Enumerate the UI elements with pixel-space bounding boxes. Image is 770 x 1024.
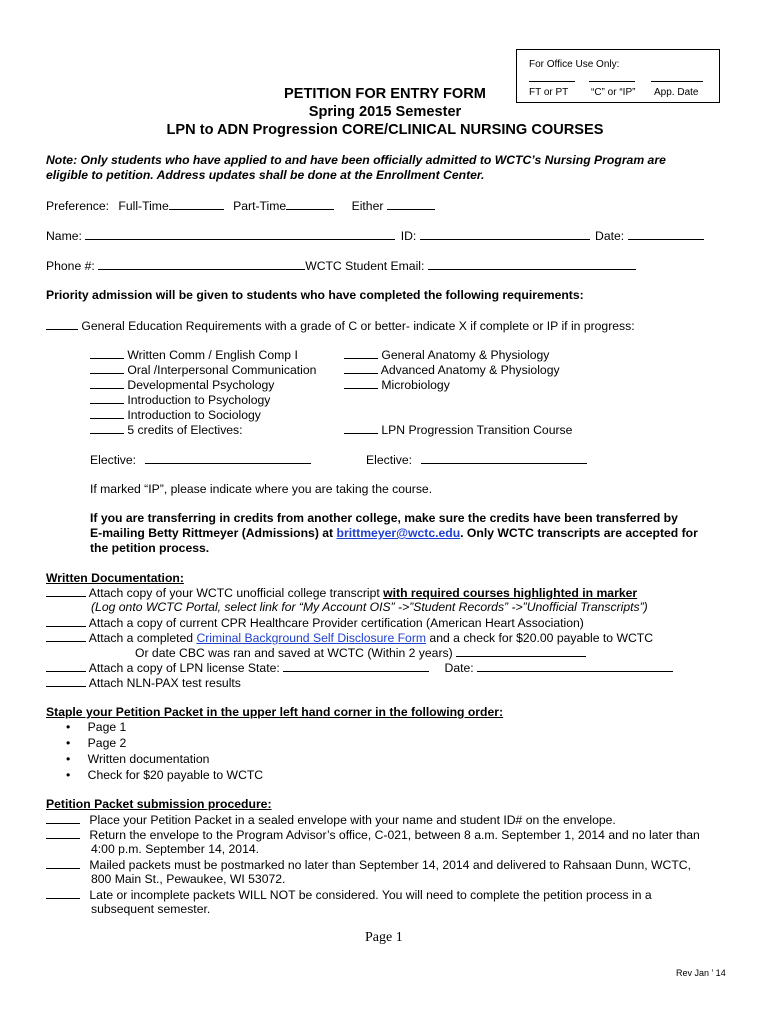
written-item-2 [46,615,584,630]
email-input[interactable] [428,258,636,270]
course-blank[interactable] [344,377,378,389]
checklist-blank[interactable] [46,615,86,627]
written-item-5 [46,675,241,690]
checklist-blank[interactable] [46,675,86,687]
procedure-heading: Petition Packet submission procedure: [46,797,272,811]
course-row [90,347,298,362]
admissions-email-link[interactable]: brittmeyer@wctc.edu [336,526,461,540]
gen-ed-blank[interactable] [46,318,78,330]
lpn-license-date-label: Date: [444,661,474,675]
ft-pt-label: FT or PT [529,87,569,98]
name-label: Name: [46,229,82,243]
course-row [90,392,270,407]
form-title-row [0,86,770,102]
staple-item-label: Check for $20 payable to WCTC [87,768,264,782]
written-doc-heading: Written Documentation: [46,571,184,585]
elective-row-right [366,452,587,467]
course-label: General Anatomy & Physiology [381,348,550,362]
procedure-item-3 [46,857,691,872]
course-blank[interactable] [90,377,124,389]
procedure-item-4-cont: subsequent semester. [91,902,211,916]
elective-input[interactable] [421,452,587,464]
procedure-item-3-text: Mailed packets must be postmarked no later than September 14, 2014 and delivered to Rahsaan Dunn, WCTC, [89,858,691,872]
written-item-1 [46,585,637,600]
course-blank[interactable] [90,407,124,419]
checklist-blank[interactable] [46,812,80,824]
checklist-blank[interactable] [46,630,86,642]
form-title: PETITION FOR ENTRY FORM [284,86,486,102]
staple-item [66,768,263,782]
name-row [46,228,704,243]
course-row [344,362,560,377]
procedure-item-2-text: Return the envelope to the Program Advisor’s office, C-021, between 8 a.m. September 1, 2014 and no later than [89,828,700,842]
course-row [344,377,450,392]
ft-pt-blank[interactable] [529,81,575,82]
lpn-license-state-input[interactable] [283,660,429,672]
staple-item [66,720,126,734]
course-row [90,362,316,377]
written-item-4 [46,660,673,675]
grade-blank[interactable] [589,81,635,82]
course-label: Introduction to Sociology [127,408,261,422]
app-date-blank[interactable] [651,81,703,82]
lpn-course-row [344,422,572,437]
transfer-line-3: the petition process. [90,541,210,555]
written-item-3-or [135,645,586,660]
written-item-1-emphasis: with required courses highlighted in marker [383,586,638,600]
bullet-icon: • [66,752,71,766]
semester-title: Spring 2015 Semester [308,104,462,120]
preference-row [46,198,435,213]
written-item-1-text: Attach copy of your WCTC unofficial college transcript [88,586,384,600]
ip-note: If marked “IP”, please indicate where you are taking the course. [90,482,433,496]
name-input[interactable] [85,228,395,240]
written-item-5-text: Attach NLN-PAX test results [88,676,241,690]
app-date-label: App. Date [654,87,699,98]
written-item-3-text-a: Attach a completed [88,631,197,645]
staple-heading: Staple your Petition Packet in the upper left hand corner in the following order: [46,705,504,719]
page-number: Page 1 [365,930,403,945]
staple-item [66,736,126,750]
note-line-1: Note: Only students who have applied to and have been officially admitted to WCTC’s Nursing Program are [46,153,666,167]
written-item-3 [46,630,653,645]
course-blank[interactable] [344,362,378,374]
course-row [90,407,261,422]
office-use-label: For Office Use Only: [529,59,620,70]
id-label: ID: [400,229,417,243]
staple-item-label: Page 1 [87,720,127,734]
lpn-course-label: LPN Progression Transition Course [381,423,573,437]
checklist-blank[interactable] [46,857,80,869]
phone-row [46,258,636,273]
phone-label: Phone #: [46,259,95,273]
course-blank[interactable] [90,362,124,374]
gen-ed-row [46,318,635,333]
course-row [344,347,549,362]
note-line-2: eligible to petition. Address updates shall be done at the Enrollment Center. [46,168,485,182]
course-label: Microbiology [381,378,450,392]
either-blank[interactable] [387,198,435,210]
course-label: Developmental Psychology [127,378,275,392]
course-row [90,377,274,392]
semester-row [0,104,770,120]
transfer-text-b: . Only WCTC transcripts are accepted for [460,526,698,540]
elective-label: Elective: [90,453,137,467]
staple-item [66,752,209,766]
procedure-item-2 [46,827,700,842]
cbc-date-input[interactable] [456,645,586,657]
priority-heading: Priority admission will be given to students who have completed the following requirements: [46,288,584,302]
transfer-text-a: E-mailing Betty Rittmeyer (Admissions) at [90,526,337,540]
date-input[interactable] [628,228,704,240]
checklist-blank[interactable] [46,585,86,597]
written-item-1-note: (Log onto WCTC Portal, select link for “My Account OIS” ->”Student Records” ->”Unofficial Transcripts”) [91,600,648,614]
procedure-item-4-text: Late or incomplete packets WILL NOT be considered. You will need to complete the petition process in a [89,888,652,902]
fulltime-blank[interactable] [169,198,224,210]
bullet-icon: • [66,736,71,750]
course-row [90,422,243,437]
checklist-blank[interactable] [46,660,86,672]
course-blank[interactable] [90,347,124,359]
transfer-line-2 [90,526,698,540]
parttime-blank[interactable] [286,198,334,210]
course-label: Advanced Anatomy & Physiology [380,363,560,377]
course-label: Oral /Interpersonal Communication [127,363,317,377]
staple-item-label: Written documentation [87,752,210,766]
bullet-icon: • [66,720,71,734]
checklist-blank[interactable] [46,887,80,899]
lpn-course-blank[interactable] [344,422,378,434]
elective-input[interactable] [145,452,311,464]
written-item-2-text: Attach a copy of current CPR Healthcare Provider certification (American Heart Association) [88,616,584,630]
course-blank[interactable] [90,422,124,434]
procedure-item-1-text: Place your Petition Packet in a sealed envelope with your name and student ID# on the envelope. [89,813,616,827]
cbc-date-label: Or date CBC was ran and saved at WCTC (Within 2 years) [135,646,453,660]
elective-row-left [90,452,311,467]
phone-input[interactable] [98,258,305,270]
program-subtitle: LPN to ADN Progression CORE/CLINICAL NURSING COURSES [166,122,604,138]
course-blank[interactable] [344,347,378,359]
staple-item-label: Page 2 [87,736,127,750]
course-label: Written Comm / English Comp I [127,348,298,362]
procedure-item-4 [46,887,652,902]
course-label: 5 credits of Electives: [127,423,243,437]
program-subtitle-row [0,122,770,138]
transfer-line-1: If you are transferring in credits from another college, make sure the credits have been transferred by [90,511,678,525]
email-label: WCTC Student Email: [305,259,425,273]
checklist-blank[interactable] [46,827,80,839]
fulltime-label: Full-Time [118,199,169,213]
procedure-item-3-cont: 800 Main St., Pewaukee, WI 53072. [91,872,286,886]
written-item-3-text-b: and a check for $20.00 payable to WCTC [426,631,653,645]
course-label: Introduction to Psychology [127,393,271,407]
grade-label: “C” or “IP” [591,87,636,98]
id-input[interactable] [420,228,590,240]
lpn-license-label: Attach a copy of LPN license State: [88,661,280,675]
either-label: Either [351,199,384,213]
parttime-label: Part-Time [233,199,287,213]
date-label: Date: [595,229,625,243]
course-blank[interactable] [90,392,124,404]
preference-label: Preference: [46,199,110,213]
procedure-item-1 [46,812,616,827]
elective-label: Elective: [366,453,413,467]
cbc-form-link[interactable]: Criminal Background Self Disclosure Form [196,631,427,645]
lpn-license-date-input[interactable] [477,660,673,672]
gen-ed-text: General Education Requirements with a grade of C or better- indicate X if complete or IP if in progress: [81,319,635,333]
bullet-icon: • [66,768,71,782]
procedure-item-2-cont: 4:00 p.m. September 14, 2014. [91,842,260,856]
revision-label: Rev Jan ’ 14 [676,968,726,978]
